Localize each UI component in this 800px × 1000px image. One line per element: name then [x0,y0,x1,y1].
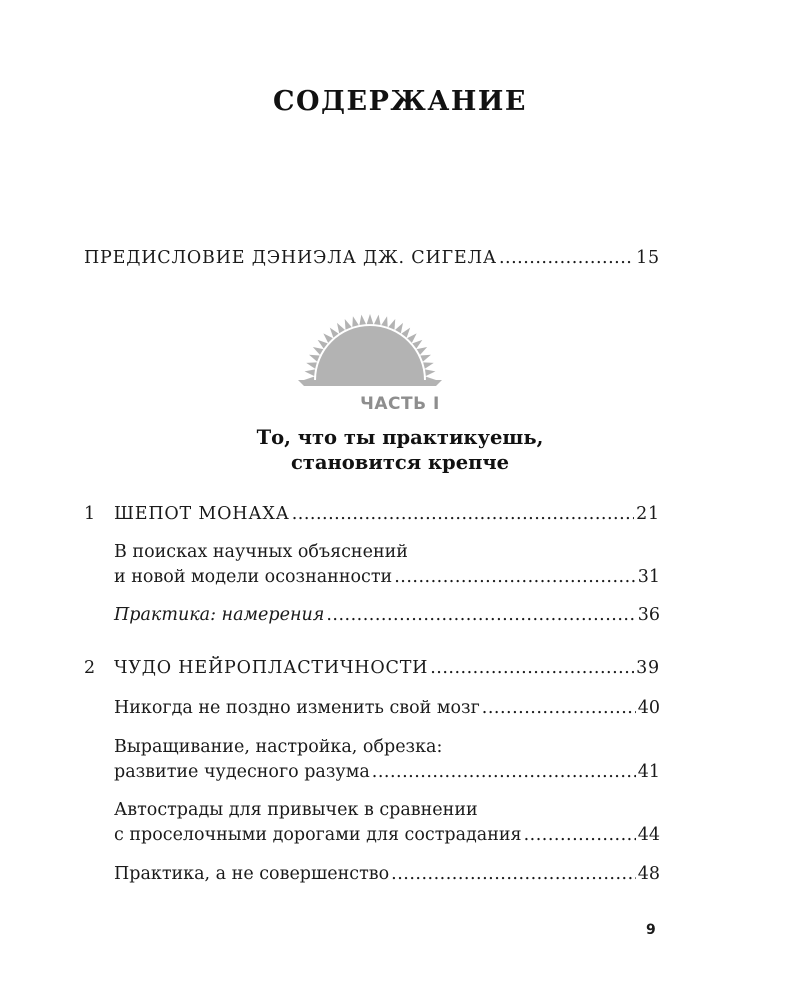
sun-ray [330,328,339,338]
sun-ray [359,315,366,325]
toc-page-number: 41 [637,762,660,782]
sun-ray [367,314,374,324]
leader-dots [430,658,634,678]
sun-ray [313,347,323,355]
part-title-line1: То, что ты практикуешь, [256,426,544,449]
sun-icon [294,314,446,392]
toc-entry-chapter-2[interactable] [114,658,660,678]
part-label: ЧАСТЬ I [360,394,440,414]
sun-ray [420,355,431,362]
toc-entry-section[interactable] [114,825,660,845]
toc-entry-title-cont: и новой модели осознанности [114,567,393,587]
toc-entry-section[interactable] [114,567,660,587]
sun-ray [395,323,403,333]
toc-entry-practice[interactable] [114,605,660,625]
toc-page-number: 44 [637,825,660,845]
toc-page-number: 36 [637,605,660,625]
page-title: СОДЕРЖАНИЕ [273,86,527,117]
toc-entry-title[interactable]: В поисках научных объяснений [114,542,408,562]
toc-entry-section[interactable] [114,698,660,718]
toc-entry-title: Никогда не поздно изменить свой мозг [114,698,480,718]
toc-entry-title: ШЕПОТ МОНАХА [114,504,290,524]
leader-dots [524,825,636,845]
sun-ray [306,362,317,368]
sun-ray [374,315,381,325]
leader-dots [292,504,634,524]
toc-entry-chapter-1[interactable] [114,504,660,524]
leader-dots [391,864,636,884]
toc-page-number: 21 [636,504,660,524]
toc-page-number: 39 [636,658,660,678]
sun-ray [423,362,434,368]
sun-ray [345,319,352,330]
sun-ray [337,323,345,333]
leader-dots [394,567,636,587]
toc-entry-title: Практика: намерения [114,605,325,625]
toc-entry-preface[interactable] [84,248,660,268]
chapter-number: 1 [84,504,96,524]
sun-ray [412,340,422,349]
toc-page-number: 48 [637,864,660,884]
sun-ray [401,328,410,338]
toc-entry-title-cont: с проселочными дорогами для сострадания [114,825,522,845]
sun-ray [417,347,427,355]
toc-entry-title: ЧУДО НЕЙРОПЛАСТИЧНОСТИ [114,658,429,678]
sun-ray [323,333,332,342]
toc-page-number: 40 [637,698,660,718]
part-title-line2: становится крепче [290,451,510,474]
sun-ray [305,369,315,376]
toc-page-number: 15 [636,248,660,268]
chapter-number: 2 [84,658,96,678]
toc-entry-title-cont: развитие чудесного разума [114,762,370,782]
toc-entry-title: Практика, а не совершенство [114,864,390,884]
page-number: 9 [646,922,656,938]
toc-entry-title: ПРЕДИСЛОВИЕ ДЭНИЭЛА ДЖ. СИГЕЛА [84,248,497,268]
toc-entry-section[interactable] [114,864,660,884]
sun-ray [381,316,387,327]
toc-entry-section[interactable] [114,762,660,782]
sun-ray [309,355,320,362]
leader-dots [499,248,634,268]
sun-ray [352,316,358,327]
toc-entry-title[interactable]: Автострады для привычек в сравнении [114,800,478,820]
toc-entry-title[interactable]: Выращивание, настройка, обрезка: [114,737,443,757]
sun-ray [388,319,395,330]
sun-ray [318,340,328,349]
toc-page-number: 31 [637,567,660,587]
leader-dots [482,698,636,718]
leader-dots [326,605,635,625]
sun-ray [425,369,435,376]
sun-ray [407,333,416,342]
leader-dots [372,762,636,782]
